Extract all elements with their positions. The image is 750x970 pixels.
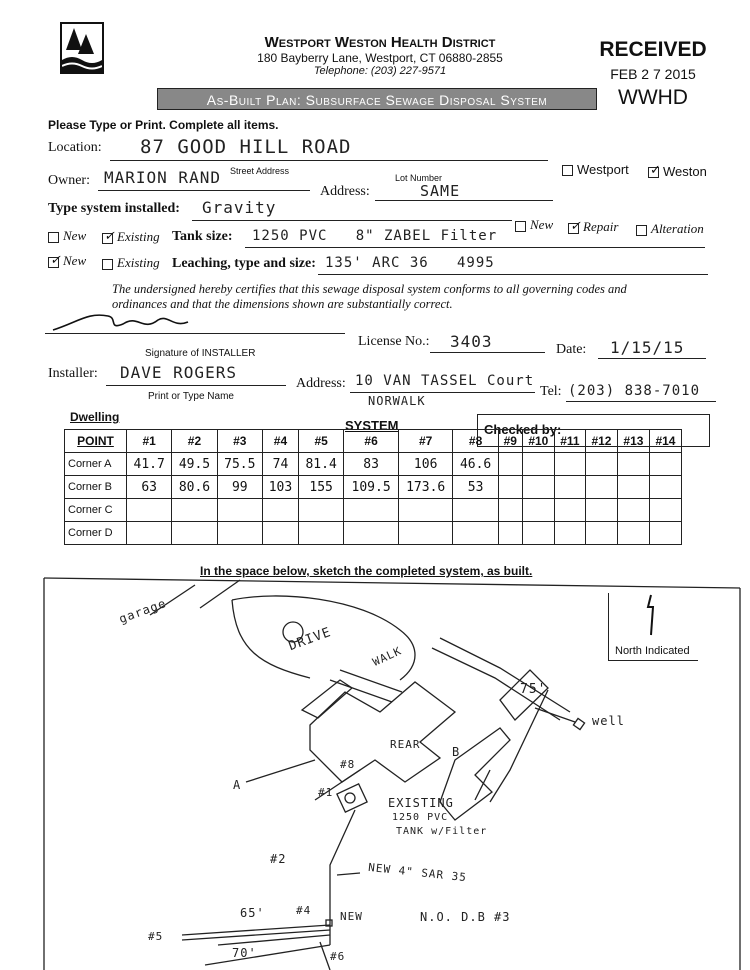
town-westport[interactable] [562, 162, 629, 177]
signature-caption: Signature of INSTALLER [145, 348, 256, 359]
date-label: Date: [556, 342, 587, 357]
label-d65: 65' [240, 906, 265, 920]
label-well: well [592, 714, 625, 728]
table-cell[interactable] [344, 499, 399, 522]
column-header: #11 [554, 430, 585, 453]
table-cell[interactable] [344, 522, 399, 545]
system-label: SYSTEM [345, 418, 399, 433]
lot-caption: Lot Number [395, 173, 443, 183]
work-repair-checkbox[interactable] [568, 223, 579, 234]
table-cell[interactable] [617, 499, 649, 522]
label-tank2: TANK w/Filter [396, 826, 488, 837]
location-label: Location: [48, 140, 102, 155]
tank-size-label: Tank size: [172, 229, 233, 244]
column-header: #10 [522, 430, 554, 453]
tank-existing-label: Existing [117, 229, 160, 244]
table-cell[interactable]: 83 [344, 453, 399, 476]
table-cell[interactable]: 80.6 [172, 476, 217, 499]
work-repair-label: Repair [583, 219, 619, 234]
label-new: NEW [340, 910, 363, 923]
column-header: #5 [298, 430, 343, 453]
table-cell[interactable] [522, 453, 554, 476]
table-cell[interactable]: 49.5 [172, 453, 217, 476]
owner-address-label: Address: [320, 184, 370, 199]
table-cell[interactable] [522, 476, 554, 499]
table-cell[interactable]: 109.5 [344, 476, 399, 499]
certification-text: The undersigned hereby certifies that this sewage disposal system conforms to all governing codes and ordinances and that the dimensions shown are substantially correct. [112, 282, 627, 311]
table-cell[interactable] [298, 522, 343, 545]
tank-existing-checkbox[interactable] [102, 233, 113, 244]
table-cell[interactable]: 46.6 [453, 453, 498, 476]
column-header: #3 [217, 430, 262, 453]
stamp-received: RECEIVED [599, 38, 707, 61]
table-row [65, 476, 682, 499]
column-header: #1 [127, 430, 172, 453]
table-cell[interactable]: 63 [127, 476, 172, 499]
leach-new-checkbox[interactable] [48, 257, 59, 268]
table-cell[interactable] [585, 522, 617, 545]
column-header: #13 [617, 430, 649, 453]
table-cell[interactable] [522, 522, 554, 545]
table-cell[interactable] [172, 522, 217, 545]
table-cell[interactable]: 75.5 [217, 453, 262, 476]
work-repair[interactable] [568, 219, 618, 235]
leaching-label: Leaching, type and size: [172, 256, 316, 271]
table-cell[interactable]: 53 [453, 476, 498, 499]
table-cell[interactable] [127, 499, 172, 522]
table-cell[interactable] [585, 453, 617, 476]
label-existing: EXISTING [388, 796, 454, 810]
label-walk: WALK [370, 644, 404, 669]
table-cell[interactable] [217, 522, 262, 545]
stamp-org: WWHD [618, 86, 688, 109]
column-header: #8 [453, 430, 498, 453]
tank-new[interactable] [48, 228, 86, 244]
table-cell[interactable]: 103 [262, 476, 298, 499]
work-new[interactable] [515, 217, 553, 233]
table-cell[interactable]: 99 [217, 476, 262, 499]
label-a: A [233, 778, 242, 792]
westport-label: Westport [577, 162, 629, 177]
north-label: North Indicated [615, 645, 690, 657]
district-telephone: Telephone: (203) 227-9571 [313, 65, 447, 77]
table-cell[interactable] [498, 522, 522, 545]
dwelling-label: Dwelling [70, 410, 120, 424]
table-cell[interactable] [554, 476, 585, 499]
table-cell[interactable] [585, 476, 617, 499]
tree-logo-icon [62, 24, 102, 72]
table-cell[interactable] [217, 499, 262, 522]
label-drive: DRIVE [286, 624, 334, 655]
column-header: #9 [498, 430, 522, 453]
tank-existing[interactable] [102, 229, 160, 245]
table-cell[interactable]: 81.4 [298, 453, 343, 476]
table-cell[interactable] [498, 499, 522, 522]
table-cell[interactable] [398, 522, 453, 545]
installer-address-value[interactable]: 10 VAN TASSEL Court [355, 373, 535, 389]
table-cell[interactable] [554, 499, 585, 522]
table-row [65, 522, 682, 545]
type-system-value[interactable]: Gravity [202, 198, 277, 217]
owner-value[interactable]: MARION RAND [104, 168, 221, 187]
label-p5: #5 [148, 930, 164, 943]
tank-new-label: New [63, 228, 87, 243]
banner: As-Built Plan: Subsurface Sewage Disposal System [157, 88, 597, 110]
label-nodb: N.O. D.B #3 [420, 910, 511, 924]
table-cell[interactable] [172, 499, 217, 522]
label-rear: REAR [390, 738, 421, 751]
row-label: Corner B [65, 476, 127, 499]
column-header: #4 [262, 430, 298, 453]
tel-value[interactable]: (203) 838-7010 [568, 383, 701, 399]
table-cell[interactable] [298, 499, 343, 522]
table-cell[interactable] [649, 499, 681, 522]
leach-new[interactable] [48, 253, 86, 269]
column-header: #6 [344, 430, 399, 453]
table-cell[interactable] [617, 453, 649, 476]
tank-size-value[interactable]: 1250 PVC 8" ZABEL Filter [252, 228, 498, 244]
work-new-label: New [530, 217, 554, 232]
table-cell[interactable] [585, 499, 617, 522]
leach-new-label: New [63, 253, 87, 268]
column-header: #14 [649, 430, 681, 453]
tel-label: Tel: [540, 384, 562, 399]
street-caption: Street Address [230, 166, 290, 176]
label-new-sar: NEW 4" SAR 35 [367, 860, 468, 885]
table-cell[interactable] [127, 522, 172, 545]
stamp-date: FEB 2 7 2015 [610, 66, 696, 82]
row-label: Corner C [65, 499, 127, 522]
point-header: POINT [65, 430, 127, 453]
table-cell[interactable]: 41.7 [127, 453, 172, 476]
district-address: 180 Bayberry Lane, Westport, CT 06880-2855 [257, 51, 503, 65]
table-cell[interactable] [649, 476, 681, 499]
work-new-checkbox[interactable] [515, 221, 526, 232]
table-cell[interactable] [617, 476, 649, 499]
table-cell[interactable]: 74 [262, 453, 298, 476]
license-value[interactable]: 3403 [450, 332, 493, 351]
work-alteration-checkbox[interactable] [636, 225, 647, 236]
sketch-instruction: In the space below, sketch the completed system, as built. [200, 564, 533, 578]
installer-address-label: Address: [296, 376, 346, 391]
table-cell[interactable] [453, 522, 498, 545]
row-label: Corner A [65, 453, 127, 476]
logo [60, 22, 104, 74]
work-alteration-label: Alteration [651, 221, 704, 236]
district-name: Westport Weston Health District [264, 34, 496, 51]
date-value[interactable]: 1/15/15 [610, 338, 685, 357]
label-garage: garage [117, 595, 169, 627]
installer-address-value-2[interactable]: NORWALK [368, 394, 426, 408]
row-label: Corner D [65, 522, 127, 545]
label-p1: #1 [318, 786, 334, 799]
owner-address-value[interactable]: SAME [420, 182, 461, 200]
table-row [65, 453, 682, 476]
checked-by-label: Checked by: [484, 422, 562, 437]
received-stamp [588, 38, 718, 110]
weston-checkbox[interactable] [648, 167, 659, 178]
owner-label: Owner: [48, 173, 90, 188]
table-cell[interactable]: 173.6 [398, 476, 453, 499]
leaching-value[interactable]: 135' ARC 36 4995 [325, 255, 495, 271]
instructions: Please Type or Print. Complete all items. [48, 118, 279, 132]
license-label: License No.: [358, 334, 430, 349]
weston-label: Weston [663, 164, 707, 179]
table-cell[interactable] [554, 453, 585, 476]
table-cell[interactable] [649, 453, 681, 476]
system-table [64, 429, 682, 545]
table-cell[interactable] [262, 499, 298, 522]
table-cell[interactable] [398, 499, 453, 522]
label-p4: #4 [296, 904, 312, 917]
label-p6: #6 [330, 950, 346, 963]
table-row [65, 499, 682, 522]
work-alteration[interactable] [636, 221, 704, 237]
installer-value[interactable]: DAVE ROGERS [120, 363, 237, 382]
tank-new-checkbox[interactable] [48, 232, 59, 243]
table-cell[interactable] [617, 522, 649, 545]
column-header: #7 [398, 430, 453, 453]
label-p8: #8 [340, 758, 356, 771]
table-cell[interactable]: 106 [398, 453, 453, 476]
table-cell[interactable] [554, 522, 585, 545]
table-cell[interactable] [453, 499, 498, 522]
westport-checkbox[interactable] [562, 165, 573, 176]
leach-existing[interactable] [102, 255, 160, 271]
table-cell[interactable]: 155 [298, 476, 343, 499]
column-header: #2 [172, 430, 217, 453]
location-value[interactable]: 87 GOOD HILL ROAD [140, 136, 352, 158]
table-cell[interactable] [649, 522, 681, 545]
town-weston[interactable] [648, 164, 707, 179]
label-p2: #2 [270, 852, 287, 866]
leach-existing-label: Existing [117, 255, 160, 270]
label-dist75: 75' [520, 682, 547, 697]
leach-existing-checkbox[interactable] [102, 259, 113, 270]
table-cell[interactable] [498, 476, 522, 499]
table-cell[interactable] [498, 453, 522, 476]
column-header: #12 [585, 430, 617, 453]
label-b: B [452, 745, 461, 759]
site-sketch [0, 570, 750, 970]
installer-caption: Print or Type Name [148, 391, 234, 402]
table-cell[interactable] [522, 499, 554, 522]
table-cell[interactable] [262, 522, 298, 545]
installer-label: Installer: [48, 366, 98, 381]
label-d70: 70' [232, 946, 257, 960]
label-tank1: 1250 PVC [392, 812, 449, 823]
type-system-label: Type system installed: [48, 201, 180, 216]
